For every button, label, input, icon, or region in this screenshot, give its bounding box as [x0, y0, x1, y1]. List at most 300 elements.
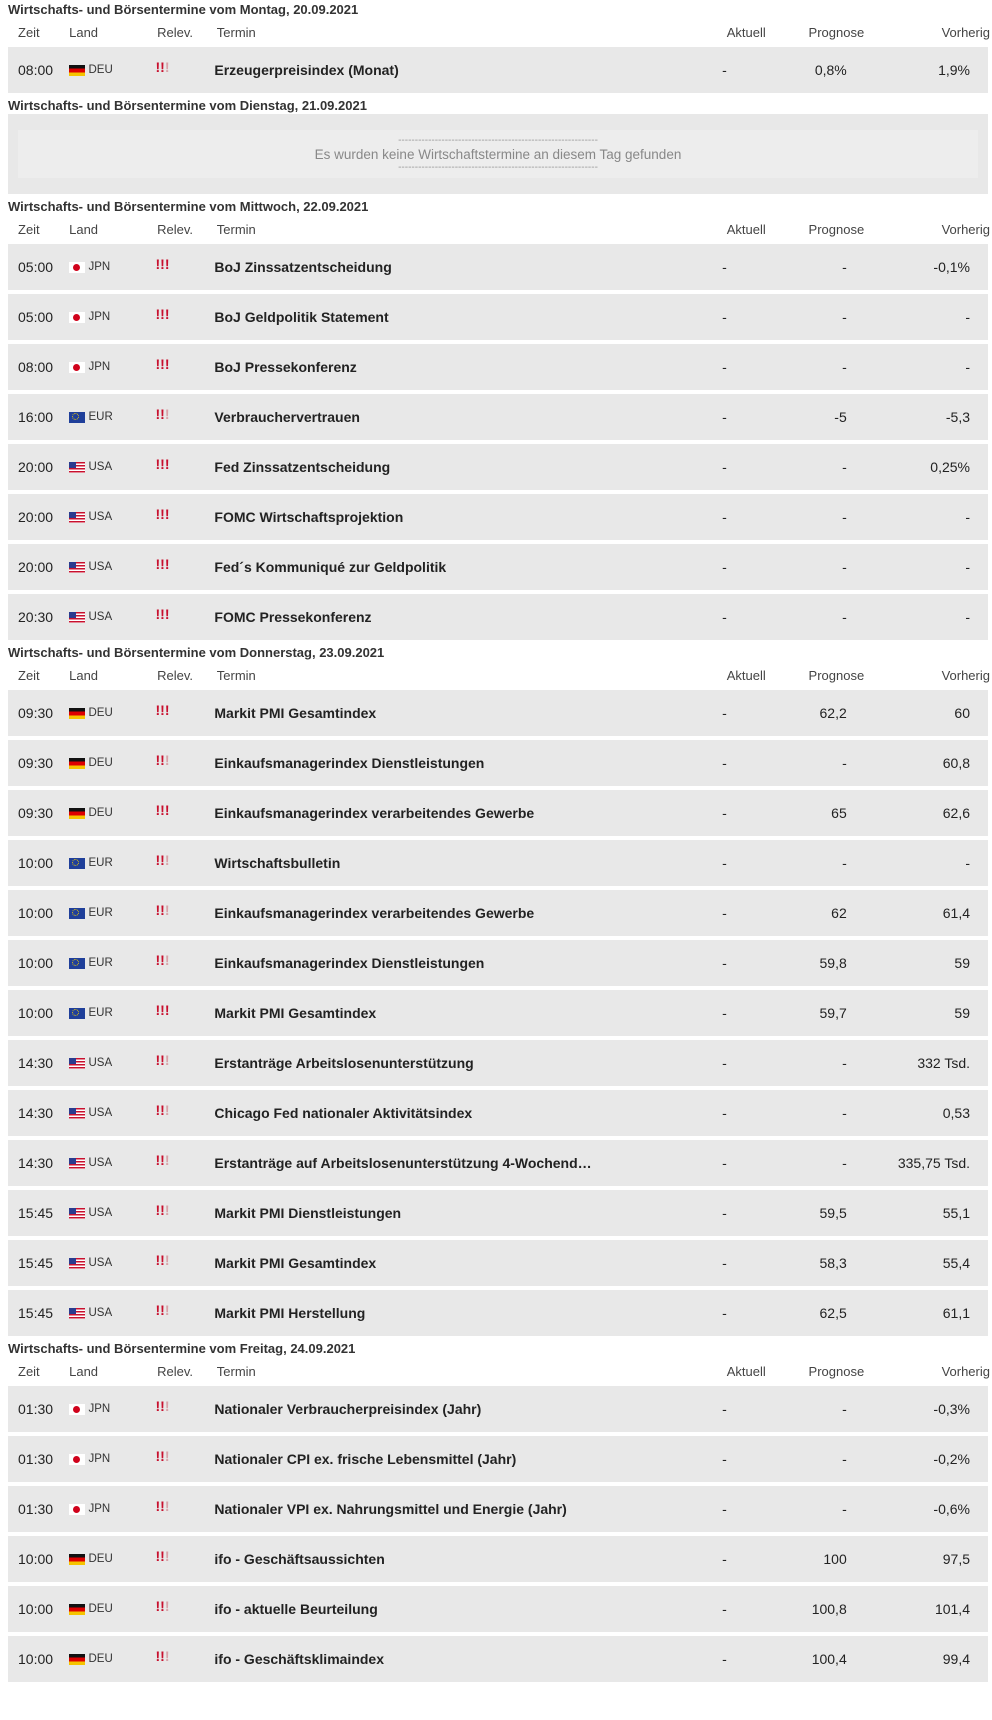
event-country	[69, 907, 156, 919]
relevance-icon: !!!	[155, 1102, 170, 1118]
event-time: 05:00	[18, 309, 54, 325]
no-events-message: Es wurden keine Wirtschaftstermine an diesem Tag gefunden	[314, 146, 682, 162]
relevance-icon: !!!	[155, 506, 170, 522]
event-forecast: -	[842, 1401, 847, 1417]
event-actual: -	[722, 1005, 727, 1021]
event-row[interactable]	[8, 1386, 988, 1432]
header-relevance: Relev.	[157, 222, 194, 237]
event-row[interactable]	[8, 940, 988, 986]
event-forecast: -	[842, 459, 847, 475]
event-forecast: 59,5	[819, 1205, 847, 1221]
event-time: 10:00	[18, 1651, 54, 1667]
relevance-icon: !!!	[155, 952, 170, 968]
deu-flag-icon	[69, 708, 85, 719]
event-name: Markit PMI Gesamtindex	[214, 705, 377, 721]
country-code: JPN	[88, 261, 111, 273]
event-row[interactable]	[8, 394, 988, 440]
event-country	[69, 857, 156, 869]
event-row[interactable]	[8, 1190, 988, 1236]
event-forecast: 100,4	[811, 1651, 847, 1667]
event-country	[69, 1007, 156, 1019]
event-name: Nationaler Verbraucherpreisindex (Jahr)	[214, 1401, 482, 1417]
header-time: Zeit	[18, 222, 40, 237]
jpn-flag-icon	[69, 1504, 85, 1515]
event-previous: -0,1%	[933, 259, 970, 275]
event-actual: -	[722, 409, 727, 425]
relevance-icon: !!!	[155, 356, 170, 372]
event-row[interactable]	[8, 890, 988, 936]
event-time: 01:30	[18, 1401, 54, 1417]
event-name: Erzeugerpreisindex (Monat)	[214, 62, 399, 78]
event-actual: -	[722, 955, 727, 971]
event-previous: -0,3%	[933, 1401, 970, 1417]
eur-flag-icon	[69, 1008, 85, 1019]
event-name: Wirtschaftsbulletin	[214, 855, 341, 871]
event-relevance	[155, 1052, 214, 1068]
event-previous: 1,9%	[938, 62, 970, 78]
event-row[interactable]	[8, 594, 988, 640]
event-forecast: -	[842, 259, 847, 275]
usa-flag-icon	[69, 1158, 85, 1169]
event-actual: -	[722, 1305, 727, 1321]
event-time: 09:30	[18, 805, 54, 821]
day-title: Wirtschafts- und Börsentermine vom Montag, 20.09.2021	[8, 2, 359, 17]
event-actual: -	[722, 1055, 727, 1071]
header-event: Termin	[216, 1364, 256, 1379]
event-name: Einkaufsmanagerindex Dienstleistungen	[214, 955, 485, 971]
event-country	[69, 1503, 156, 1515]
event-relevance	[155, 752, 214, 768]
event-previous: 61,1	[942, 1305, 970, 1321]
event-previous: -	[965, 559, 970, 575]
event-country	[69, 707, 156, 719]
event-relevance	[155, 406, 214, 422]
column-header	[8, 1357, 992, 1386]
event-relevance	[155, 606, 214, 622]
event-relevance	[155, 456, 214, 472]
event-forecast: -	[842, 309, 847, 325]
event-row[interactable]	[8, 1240, 988, 1286]
event-previous: 59	[954, 1005, 970, 1021]
event-name: BoJ Zinssatzentscheidung	[214, 259, 392, 275]
relevance-icon: !!!	[155, 1302, 170, 1318]
event-actual: -	[722, 359, 727, 375]
relevance-icon: !!!	[155, 1598, 170, 1614]
event-name: Fed Zinssatzentscheidung	[214, 459, 391, 475]
event-previous: -0,2%	[933, 1451, 970, 1467]
event-time: 14:30	[18, 1105, 54, 1121]
relevance-icon: !!!	[155, 1202, 170, 1218]
event-country	[69, 757, 156, 769]
event-relevance	[155, 1448, 214, 1464]
column-header	[8, 661, 992, 690]
event-country	[69, 1403, 156, 1415]
country-code: USA	[88, 1107, 113, 1119]
event-previous: -	[965, 855, 970, 871]
event-actual: -	[722, 259, 727, 275]
event-row[interactable]	[8, 1586, 988, 1632]
country-code: DEU	[88, 64, 113, 76]
relevance-icon: !!!	[155, 59, 170, 75]
event-previous: -5,3	[945, 409, 970, 425]
event-country	[69, 1157, 156, 1169]
event-previous: 332 Tsd.	[917, 1055, 970, 1071]
relevance-icon: !!!	[155, 306, 170, 322]
event-previous: -0,6%	[933, 1501, 970, 1517]
event-row[interactable]	[8, 1636, 988, 1682]
event-name: Markit PMI Herstellung	[214, 1305, 366, 1321]
event-relevance	[155, 306, 214, 322]
event-row[interactable]	[8, 1436, 988, 1482]
usa-flag-icon	[69, 512, 85, 523]
event-row[interactable]	[8, 740, 988, 786]
event-forecast: 100	[823, 1551, 847, 1567]
country-code: USA	[88, 1207, 113, 1219]
header-country: Land	[69, 222, 99, 237]
event-time: 09:30	[18, 705, 54, 721]
event-previous: 55,1	[942, 1205, 970, 1221]
event-previous: 101,4	[934, 1601, 970, 1617]
economic-calendar	[0, 1, 992, 1682]
event-relevance	[155, 556, 214, 572]
day-title: Wirtschafts- und Börsentermine vom Mittwoch, 22.09.2021	[8, 199, 369, 214]
country-code: USA	[88, 1157, 113, 1169]
relevance-icon: !!!	[155, 902, 170, 918]
event-relevance	[155, 59, 214, 75]
event-country	[69, 361, 156, 373]
event-relevance	[155, 1498, 214, 1514]
country-code: DEU	[88, 807, 113, 819]
event-relevance	[155, 702, 214, 718]
relevance-icon: !!!	[155, 1152, 170, 1168]
day-section	[0, 1, 992, 93]
day-section	[0, 644, 992, 1336]
event-actual: -	[722, 62, 727, 78]
jpn-flag-icon	[69, 1454, 85, 1465]
country-code: EUR	[88, 907, 113, 919]
event-previous: 0,53	[942, 1105, 970, 1121]
event-previous: -	[965, 509, 970, 525]
jpn-flag-icon	[69, 262, 85, 273]
event-previous: -	[965, 309, 970, 325]
event-actual: -	[722, 855, 727, 871]
usa-flag-icon	[69, 1058, 85, 1069]
event-time: 15:45	[18, 1205, 54, 1221]
usa-flag-icon	[69, 462, 85, 473]
event-forecast: 65	[831, 805, 847, 821]
event-previous: 60	[954, 705, 970, 721]
event-time: 10:00	[18, 1005, 54, 1021]
country-code: JPN	[88, 1503, 111, 1515]
event-actual: -	[722, 705, 727, 721]
event-actual: -	[722, 805, 727, 821]
header-event: Termin	[216, 25, 256, 40]
relevance-icon: !!!	[155, 1002, 170, 1018]
event-row[interactable]	[8, 1290, 988, 1336]
day-section	[0, 1340, 992, 1682]
event-actual: -	[722, 1255, 727, 1271]
event-forecast: 62	[831, 905, 847, 921]
column-header	[8, 18, 992, 47]
event-forecast: -	[842, 755, 847, 771]
event-time: 20:30	[18, 609, 54, 625]
event-time: 10:00	[18, 905, 54, 921]
day-section	[0, 97, 992, 194]
event-previous: 55,4	[942, 1255, 970, 1271]
event-relevance	[155, 1648, 214, 1664]
header-time: Zeit	[18, 668, 40, 683]
event-actual: -	[722, 1551, 727, 1567]
event-row[interactable]	[8, 494, 988, 540]
day-section	[0, 198, 992, 640]
country-code: JPN	[88, 361, 111, 373]
event-previous: -	[965, 359, 970, 375]
event-name: ifo - aktuelle Beurteilung	[214, 1601, 378, 1617]
header-relevance: Relev.	[157, 668, 194, 683]
event-row[interactable]	[8, 544, 988, 590]
event-name: Einkaufsmanagerindex verarbeitendes Gewerbe	[214, 905, 535, 921]
event-actual: -	[722, 1501, 727, 1517]
country-code: DEU	[88, 1653, 113, 1665]
deu-flag-icon	[69, 758, 85, 769]
event-name: Erstanträge auf Arbeitslosenunterstützung 4-Wochend…	[214, 1155, 592, 1171]
day-title: Wirtschafts- und Börsentermine vom Donnerstag, 23.09.2021	[8, 645, 385, 660]
event-row[interactable]	[8, 1536, 988, 1582]
event-actual: -	[722, 1105, 727, 1121]
event-actual: -	[722, 459, 727, 475]
event-row[interactable]	[8, 1090, 988, 1136]
no-events-box	[8, 114, 988, 194]
event-name: Fed´s Kommuniqué zur Geldpolitik	[214, 559, 447, 575]
country-code: USA	[88, 511, 113, 523]
header-event: Termin	[216, 668, 256, 683]
event-relevance	[155, 1152, 214, 1168]
event-forecast: 59,8	[819, 955, 847, 971]
event-country	[69, 511, 156, 523]
event-relevance	[155, 1598, 214, 1614]
event-time: 14:30	[18, 1055, 54, 1071]
header-country: Land	[69, 668, 99, 683]
event-forecast: -	[842, 1105, 847, 1121]
event-name: FOMC Wirtschaftsprojektion	[214, 509, 404, 525]
relevance-icon: !!!	[155, 752, 170, 768]
event-time: 15:45	[18, 1305, 54, 1321]
event-forecast: 100,8	[811, 1601, 847, 1617]
event-row[interactable]	[8, 244, 988, 290]
relevance-icon: !!!	[155, 702, 170, 718]
event-actual: -	[722, 1401, 727, 1417]
country-code: USA	[88, 611, 113, 623]
event-row[interactable]	[8, 294, 988, 340]
event-actual: -	[722, 1155, 727, 1171]
deu-flag-icon	[69, 1654, 85, 1665]
header-forecast: Prognose	[808, 668, 865, 683]
event-forecast: -	[842, 1501, 847, 1517]
country-code: EUR	[88, 957, 113, 969]
event-forecast: -	[842, 1451, 847, 1467]
country-code: DEU	[88, 707, 113, 719]
event-country	[69, 64, 156, 76]
day-title: Wirtschafts- und Börsentermine vom Dienstag, 21.09.2021	[8, 98, 367, 113]
event-actual: -	[722, 509, 727, 525]
event-row[interactable]	[8, 1140, 988, 1186]
event-relevance	[155, 952, 214, 968]
event-forecast: -	[842, 609, 847, 625]
country-code: USA	[88, 1057, 113, 1069]
event-actual: -	[722, 1601, 727, 1617]
event-row[interactable]	[8, 1040, 988, 1086]
event-name: Markit PMI Gesamtindex	[214, 1005, 377, 1021]
event-row[interactable]	[8, 840, 988, 886]
day-title: Wirtschafts- und Börsentermine vom Freitag, 24.09.2021	[8, 1341, 356, 1356]
jpn-flag-icon	[69, 362, 85, 373]
event-forecast: 58,3	[819, 1255, 847, 1271]
relevance-icon: !!!	[155, 456, 170, 472]
event-relevance	[155, 1398, 214, 1414]
relevance-icon: !!!	[155, 1252, 170, 1268]
event-country	[69, 461, 156, 473]
event-name: Nationaler VPI ex. Nahrungsmittel und Energie (Jahr)	[214, 1501, 567, 1517]
event-name: Verbrauchervertrauen	[214, 409, 360, 425]
event-country	[69, 1553, 156, 1565]
event-forecast: 0,8%	[814, 62, 847, 78]
header-event: Termin	[216, 222, 256, 237]
relevance-icon: !!!	[155, 256, 170, 272]
event-country	[69, 1307, 156, 1319]
no-events-panel	[18, 130, 978, 178]
country-code: EUR	[88, 411, 113, 423]
country-code: DEU	[88, 757, 113, 769]
country-code: JPN	[88, 1453, 111, 1465]
eur-flag-icon	[69, 908, 85, 919]
event-country	[69, 807, 156, 819]
event-time: 10:00	[18, 1551, 54, 1567]
usa-flag-icon	[69, 562, 85, 573]
event-previous: 97,5	[942, 1551, 970, 1567]
event-country	[69, 1207, 156, 1219]
event-time: 10:00	[18, 955, 54, 971]
event-relevance	[155, 802, 214, 818]
event-country	[69, 261, 156, 273]
relevance-icon: !!!	[155, 1498, 170, 1514]
event-previous: 62,6	[942, 805, 970, 821]
event-country	[69, 1653, 156, 1665]
event-time: 20:00	[18, 559, 54, 575]
deu-flag-icon	[69, 1604, 85, 1615]
event-row[interactable]	[8, 690, 988, 736]
event-previous: 59	[954, 955, 970, 971]
event-row[interactable]	[8, 990, 988, 1036]
header-actual: Aktuell	[726, 1364, 766, 1379]
header-previous: Vorherig	[941, 222, 990, 237]
event-name: Markit PMI Gesamtindex	[214, 1255, 377, 1271]
event-country	[69, 611, 156, 623]
event-row[interactable]	[8, 344, 988, 390]
event-relevance	[155, 902, 214, 918]
event-name: ifo - Geschäftsklimaindex	[214, 1651, 384, 1667]
event-actual: -	[722, 1651, 727, 1667]
event-country	[69, 311, 156, 323]
event-name: Einkaufsmanagerindex Dienstleistungen	[214, 755, 485, 771]
event-country	[69, 411, 156, 423]
event-name: FOMC Pressekonferenz	[214, 609, 372, 625]
relevance-icon: !!!	[155, 1398, 170, 1414]
event-name: ifo - Geschäftsaussichten	[214, 1551, 385, 1567]
divider-bottom: ------------------------------------------------------------	[398, 161, 598, 173]
event-row[interactable]	[8, 790, 988, 836]
event-previous: 61,4	[942, 905, 970, 921]
event-actual: -	[722, 905, 727, 921]
event-country	[69, 957, 156, 969]
usa-flag-icon	[69, 1108, 85, 1119]
event-time: 15:45	[18, 1255, 54, 1271]
country-code: JPN	[88, 311, 111, 323]
event-country	[69, 1257, 156, 1269]
deu-flag-icon	[69, 65, 85, 76]
eur-flag-icon	[69, 958, 85, 969]
event-forecast: 62,5	[819, 1305, 847, 1321]
event-relevance	[155, 1548, 214, 1564]
relevance-icon: !!!	[155, 1448, 170, 1464]
jpn-flag-icon	[69, 1404, 85, 1415]
header-country: Land	[69, 1364, 99, 1379]
header-previous: Vorherig	[941, 25, 990, 40]
country-code: USA	[88, 1307, 113, 1319]
event-forecast: -	[842, 855, 847, 871]
event-forecast: -	[842, 1155, 847, 1171]
event-country	[69, 561, 156, 573]
event-row[interactable]	[8, 444, 988, 490]
event-relevance	[155, 852, 214, 868]
header-relevance: Relev.	[157, 25, 194, 40]
event-country	[69, 1603, 156, 1615]
event-country	[69, 1453, 156, 1465]
country-code: JPN	[88, 1403, 111, 1415]
header-forecast: Prognose	[808, 25, 865, 40]
eur-flag-icon	[69, 412, 85, 423]
event-forecast: 59,7	[819, 1005, 847, 1021]
usa-flag-icon	[69, 1308, 85, 1319]
header-previous: Vorherig	[941, 668, 990, 683]
header-previous: Vorherig	[941, 1364, 990, 1379]
usa-flag-icon	[69, 612, 85, 623]
header-forecast: Prognose	[808, 222, 865, 237]
country-code: EUR	[88, 857, 113, 869]
event-previous: -	[965, 609, 970, 625]
event-time: 01:30	[18, 1451, 54, 1467]
country-code: USA	[88, 1257, 113, 1269]
event-country	[69, 1107, 156, 1119]
event-relevance	[155, 1202, 214, 1218]
header-time: Zeit	[18, 1364, 40, 1379]
header-time: Zeit	[18, 25, 40, 40]
usa-flag-icon	[69, 1208, 85, 1219]
event-actual: -	[722, 609, 727, 625]
event-row[interactable]	[8, 47, 988, 93]
event-relevance	[155, 1102, 214, 1118]
event-time: 08:00	[18, 62, 54, 78]
eur-flag-icon	[69, 858, 85, 869]
relevance-icon: !!!	[155, 1648, 170, 1664]
header-actual: Aktuell	[726, 222, 766, 237]
event-forecast: -	[842, 1055, 847, 1071]
event-row[interactable]	[8, 1486, 988, 1532]
header-actual: Aktuell	[726, 25, 766, 40]
event-relevance	[155, 256, 214, 272]
relevance-icon: !!!	[155, 852, 170, 868]
usa-flag-icon	[69, 1258, 85, 1269]
event-time: 14:30	[18, 1155, 54, 1171]
